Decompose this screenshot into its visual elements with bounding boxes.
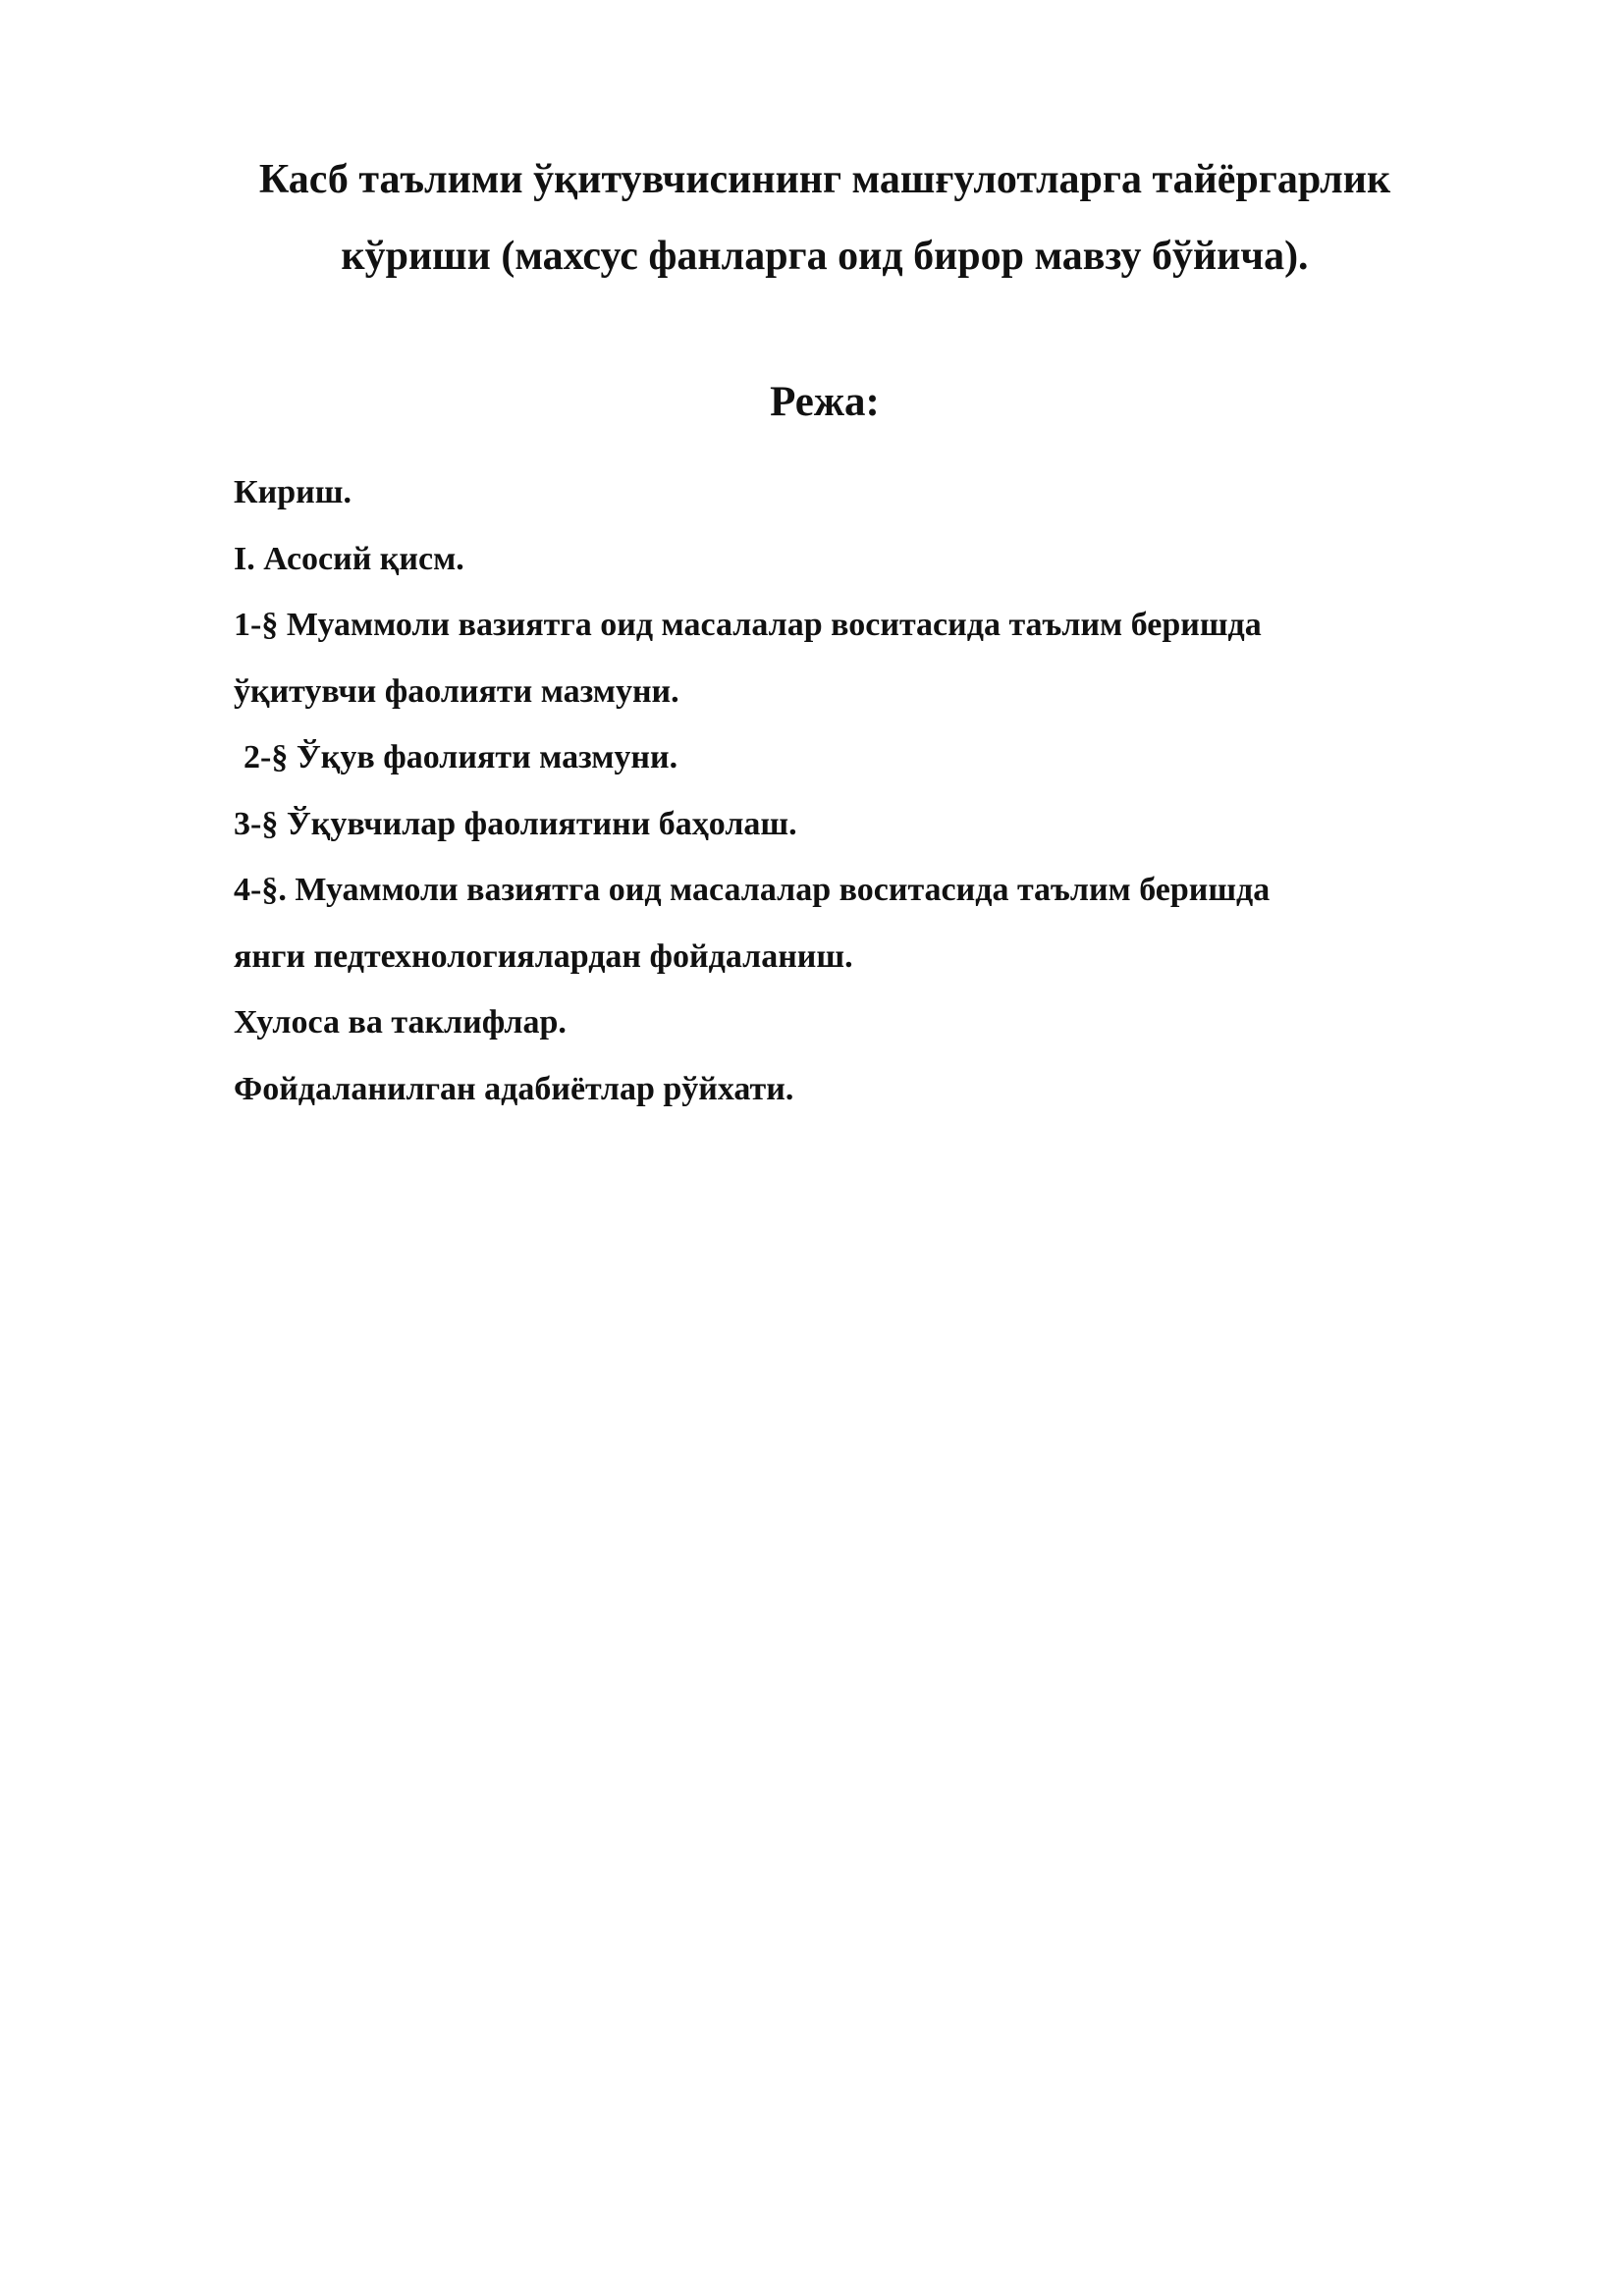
document-title-line-1: Касб таълими ўқитувчисининг машғулотларга тайёргарлик: [258, 157, 1391, 202]
plan-list: [234, 459, 1471, 1122]
plan-item-section-3: 3-§ Ўқувчилар фаолиятини баҳолаш.: [234, 805, 797, 842]
plan-item-section-4: 4-§. Муаммоли вазиятга оид масалалар воситасида таълим беришда: [234, 872, 1271, 908]
plan-item-introduction: Кириш.: [234, 474, 352, 510]
plan-item-main-part: I. Асосий қисм.: [234, 540, 464, 577]
plan-heading: Режа:: [770, 379, 880, 425]
plan-item-references: Фойдаланилган адабиётлар рўйхати.: [234, 1070, 794, 1107]
plan-item-conclusion: Хулоса ва таклифлар.: [234, 1004, 567, 1041]
plan-item-section-1: 1-§ Муаммоли вазиятга оид масалалар воситасида таълим беришда: [234, 607, 1262, 643]
plan-item-section-4-continued: янги педтехнологиялардан фойдаланиш.: [234, 937, 853, 975]
document-title-line-2: кўриши (махсус фанларга оид бирор мавзу бўйича).: [341, 234, 1309, 279]
plan-item-section-2: 2-§ Ўқув фаолияти мазмуни.: [244, 739, 678, 775]
plan-item-section-1-continued: ўқитувчи фаолияти мазмуни.: [234, 672, 679, 710]
